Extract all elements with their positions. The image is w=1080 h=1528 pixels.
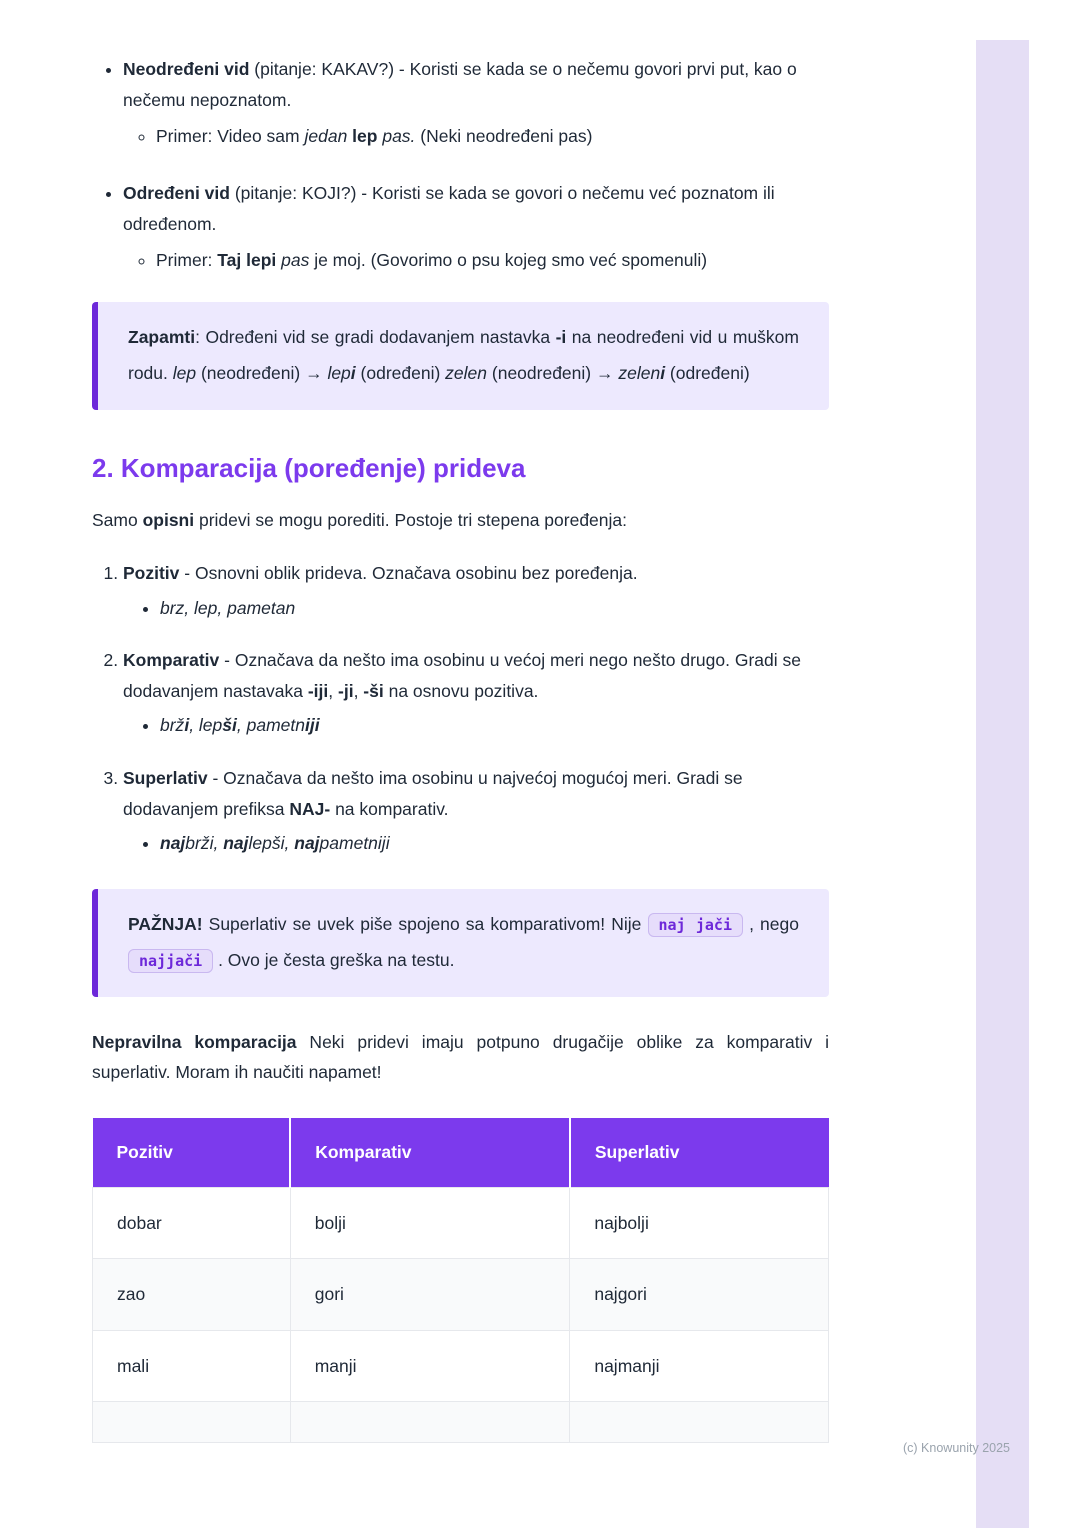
term-text: (pitanje: KAKAV?) - Koristi se kada se o nečemu govori prvi put, kao o nečemu nepoznatom. [123, 59, 797, 110]
document-content [92, 54, 829, 1443]
degree-text: - Označava da nešto ima osobinu u najvećoj mogućoj meri. Gradi se dodavanjem prefiksa [123, 768, 743, 819]
paragraph-bold: Nepravilna komparacija [92, 1031, 297, 1052]
primer-text: (Neki neodređeni pas) [415, 126, 593, 147]
degree-term: Komparativ [123, 650, 220, 671]
code-chip: naj jači [648, 913, 743, 937]
term-bold: Određeni vid [123, 182, 230, 203]
primer-text: Primer: Video sam [156, 126, 305, 147]
degrees-list [92, 558, 829, 859]
paragraph-text: Neki pridevi imaju potpuno drugačije oblike za komparativ i superlativ. Moram ih naučiti napamet! [92, 1031, 830, 1083]
callout-label: Zapamti [128, 326, 196, 347]
callout-italic: zelen [618, 362, 661, 383]
example-italic: pametniji [319, 833, 390, 854]
callout-text: (neodređeni) → [196, 362, 328, 383]
degree-item-superlativ [123, 763, 829, 859]
intro-text: pridevi se mogu porediti. Postoje tri stepena poređenja: [194, 510, 628, 531]
section-heading: 2. Komparacija (poređenje) prideva [92, 452, 526, 483]
degree-item-pozitiv [123, 558, 829, 623]
degree-term: Pozitiv [123, 562, 180, 583]
example-bold-italic: naj [223, 833, 249, 854]
table-cell [570, 1402, 829, 1443]
example-line [160, 710, 829, 741]
callout-italic: zelen [445, 362, 488, 383]
table-header-cell: Komparativ [290, 1118, 570, 1187]
example-sublist [123, 828, 829, 859]
callout-italic: lep [172, 362, 197, 383]
primer-bold: lep [352, 126, 378, 147]
paznja-callout [92, 889, 829, 997]
comparison-table [92, 1118, 829, 1444]
table-cell: zao [93, 1259, 291, 1331]
primer-sublist [123, 245, 829, 276]
callout-text: Superlativ se uvek piše spojeno sa komparativom! Nije [202, 913, 648, 934]
example-line [160, 828, 829, 859]
vid-item-neodredjeni [123, 54, 829, 152]
example-line [160, 593, 829, 624]
example-italic: brz, lep, pametan [160, 597, 296, 618]
suffix-bold: -ši [363, 680, 384, 701]
nepravilna-paragraph [92, 1027, 829, 1088]
primer-sublist [123, 121, 829, 152]
primer-subitem [156, 245, 829, 276]
intro-paragraph [92, 505, 829, 536]
table-header-cell: Pozitiv [93, 1118, 291, 1187]
example-sublist [123, 710, 829, 741]
example-bold-italic: i [184, 715, 190, 736]
table-cell: dobar [93, 1187, 291, 1259]
primer-subitem [156, 121, 829, 152]
primer-text: je moj. (Govorimo o psu kojeg smo već spomenuli) [309, 250, 708, 271]
degree-text: - Osnovni oblik prideva. Označava osobinu bez poređenja. [179, 562, 638, 583]
degree-text: na komparativ. [330, 798, 449, 819]
table-cell [93, 1402, 291, 1443]
table-cell: manji [290, 1330, 570, 1402]
primer-italic: pas. [377, 126, 416, 147]
callout-label: PAŽNJA! [128, 913, 203, 934]
callout-text: . Ovo je česta greška na testu. [213, 949, 455, 970]
callout-bold-italic: i [350, 362, 356, 383]
degree-item-komparativ [123, 645, 829, 741]
table-cell: mali [93, 1330, 291, 1402]
table-row [93, 1187, 829, 1259]
callout-text: : Određeni vid se gradi dodavanjem nastavka [195, 326, 556, 347]
term-bold: Neodređeni vid [123, 59, 250, 79]
example-bold-italic: naj [294, 833, 320, 854]
table-cell: najmanji [570, 1330, 829, 1402]
intro-bold: opisni [142, 510, 195, 531]
primer-italic: pas [276, 250, 310, 271]
vid-item-odredjeni [123, 178, 829, 276]
copyright-note: (c) Knowunity 2025 [903, 1441, 1011, 1455]
example-bold-italic: naj [160, 833, 186, 854]
degree-text: na osnovu pozitiva. [383, 680, 539, 701]
table-row [93, 1402, 829, 1443]
degree-text: , [353, 680, 364, 701]
table-cell: gori [290, 1259, 570, 1331]
example-bold-italic: iji [304, 715, 320, 736]
callout-text: (određeni) [355, 362, 446, 383]
term-text: (pitanje: KOJI?) - Koristi se kada se govori o nečemu već poznatom ili određenom. [123, 182, 775, 234]
intro-text: Samo [92, 510, 143, 531]
prefix-bold: NAJ- [289, 798, 331, 819]
degree-text: - Označava da nešto ima osobinu u većoj meri nego nešto drugo. Gradi se dodavanjem nastavaka [123, 650, 801, 701]
table-row [93, 1259, 829, 1331]
table-cell [290, 1402, 570, 1443]
table-body [93, 1187, 829, 1443]
callout-bold-italic: i [660, 362, 666, 383]
zapamti-callout [92, 302, 829, 410]
example-italic: brži, [185, 833, 224, 854]
table-row [93, 1330, 829, 1402]
callout-text: , nego [742, 913, 799, 934]
code-chip: najjači [128, 949, 213, 973]
callout-bold: -i [555, 326, 567, 347]
example-italic: brž [160, 715, 185, 736]
suffix-bold: -ji [338, 680, 354, 701]
callout-text: (određeni) [665, 362, 750, 383]
example-bold-italic: ši [222, 715, 237, 736]
example-sublist [123, 593, 829, 624]
primer-italic: jedan [304, 126, 353, 147]
example-italic: lepši, [248, 833, 295, 854]
callout-text: (neodređeni) → [487, 362, 619, 383]
table-header [93, 1118, 829, 1187]
table-cell: najgori [570, 1259, 829, 1331]
example-italic: , pametn [236, 715, 305, 736]
callout-italic: lep [327, 362, 351, 383]
table-header-row [93, 1118, 829, 1187]
degree-term: Superlativ [123, 768, 208, 789]
primer-bold: Taj lepi [217, 250, 277, 271]
table-header-cell: Superlativ [570, 1118, 829, 1187]
suffix-bold: -iji [307, 680, 329, 701]
callout-text: na neodređeni vid u muškom rodu. [128, 326, 799, 383]
vid-list [92, 54, 829, 276]
table-cell: najbolji [570, 1187, 829, 1259]
example-italic: , lep [189, 715, 223, 736]
page-edge-decoration [976, 40, 1029, 1528]
degree-text: , [328, 680, 338, 701]
primer-text: Primer: [156, 250, 218, 271]
table-cell: bolji [290, 1187, 570, 1259]
